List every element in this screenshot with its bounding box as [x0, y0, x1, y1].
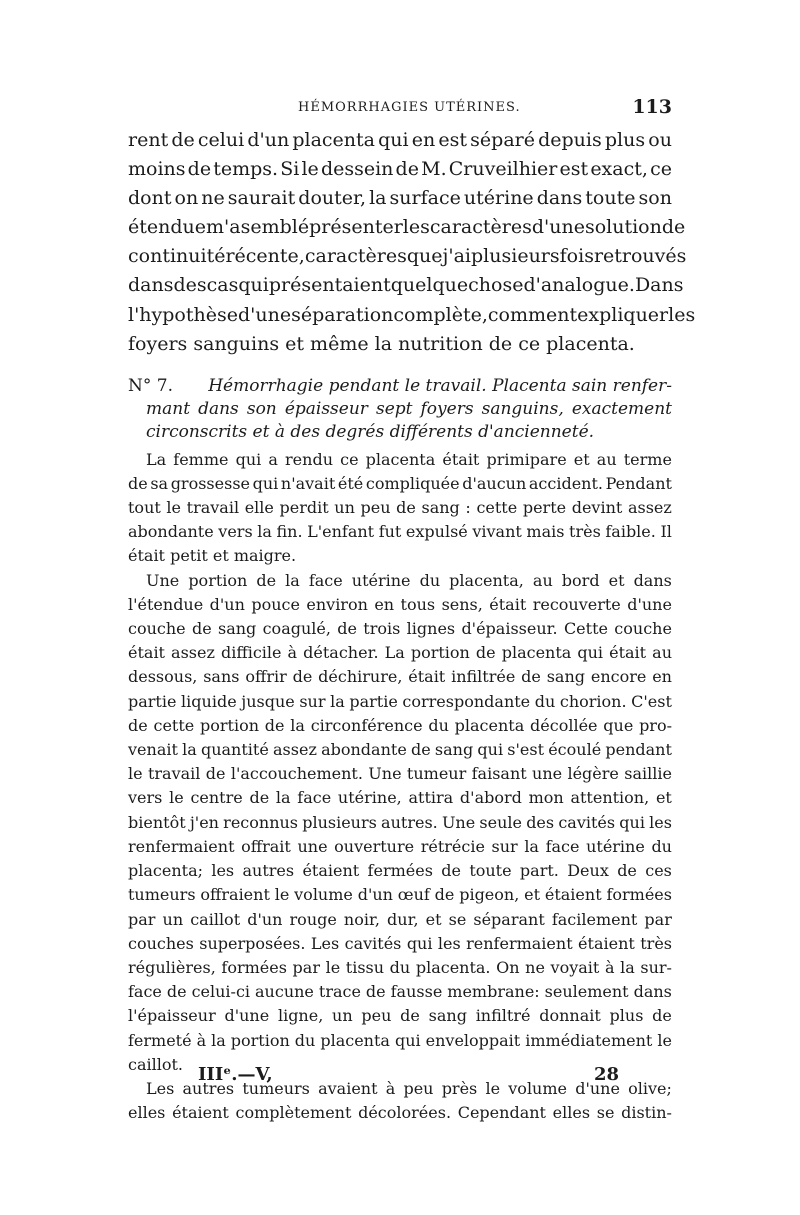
text-line: le travail de l'accouchement. Une tumeur faisant une légère saillie: [128, 764, 672, 784]
book-page: [128, 96, 696, 1123]
text-line: Une portion de la face utérine du placenta, au bord et dans: [146, 570, 672, 590]
case-body: [128, 448, 672, 1126]
text-line: bientôt j'en reconnus plusieurs autres. Une seule des cavités qui les: [128, 812, 672, 832]
text-line: venait la quantité assez abondante de sang qui s'est écoulé pendant: [128, 740, 672, 760]
text-block: [128, 126, 696, 1125]
text-line: l'épaisseur d'une ligne, un peu de sang infiltré donnait plus de: [128, 1006, 672, 1026]
text-line: fermeté à la portion du placenta qui enveloppait immédiatement le: [128, 1030, 672, 1050]
text-line: face de celui-ci aucune trace de fausse membrane: seulement dans: [128, 982, 672, 1002]
text-line: étendue m'a semblé présenter les caractères d'une solution de: [128, 216, 686, 239]
running-title: HÉMORRHAGIES UTÉRINES.: [298, 100, 521, 115]
text-line: de sa grossesse qui n'avait été compliquée d'aucun accident. Pendant: [128, 473, 672, 493]
text-line: était petit et maigre.: [128, 546, 297, 566]
text-line: couches superposées. Les cavités qui les renfermaient étaient très: [128, 933, 672, 953]
text-line: abondante vers la fin. L'enfant fut expulsé vivant mais très faible. Il: [128, 522, 672, 542]
text-line: régulières, formées par le tissu du placenta. On ne voyait à la sur-: [128, 957, 672, 977]
text-line: La femme qui a rendu ce placenta était primipare et au terme: [146, 449, 672, 469]
text-line: placenta; les autres étaient fermées de toute part. Deux de ces: [128, 861, 672, 881]
text-line: elles étaient complètement décolorées. Cependant elles se distin-: [128, 1103, 672, 1123]
text-line: tout le travail elle perdit un peu de sang : cette perte devint assez: [128, 498, 672, 518]
case-title-line: circonscrits et à des degrés différents d'ancienneté.: [146, 422, 595, 443]
text-line: foyers sanguins et même la nutrition de ce placenta.: [128, 332, 635, 355]
case-title-text: Hémorrhagie pendant le travail. Placenta sain renfer-: [208, 375, 672, 396]
text-line: par un caillot d'un rouge noir, dur, et se séparant facilement par: [128, 909, 672, 929]
text-line: partie liquide jusque sur la partie correspondante du chorion. C'est: [128, 691, 672, 711]
paragraph: [128, 448, 672, 569]
text-line: dont on ne saurait douter, la surface utérine dans toute son: [128, 187, 672, 210]
text-line: caillot.: [128, 1054, 183, 1074]
text-line: de cette portion de la circonférence du placenta décollée que pro-: [128, 715, 672, 735]
text-line: renfermaient offrait une ouverture rétrécie sur la face utérine du: [128, 836, 672, 856]
signature-mark: IIIᵉ.—V,: [198, 1064, 273, 1085]
text-line: l'étendue d'un pouce environ en tous sens, était recouverte d'une: [128, 594, 672, 614]
page-footer: [128, 1064, 672, 1090]
case-title: [128, 375, 672, 445]
text-line: Les autres tumeurs avaient à peu près le volume d'une olive;: [146, 1078, 672, 1098]
sheet-number: 28: [594, 1064, 620, 1085]
text-line: l'hypothèse d'une séparation complète, comment expliquer les: [128, 303, 696, 326]
text-line: couche de sang coagulé, de trois lignes d'épaisseur. Cette couche: [128, 619, 672, 639]
text-line: tumeurs offraient le volume d'un œuf de pigeon, et étaient formées: [128, 885, 672, 905]
text-line: moins de temps. Si le dessein de M. Cruveilhier est exact, ce: [128, 158, 672, 181]
paragraph: [128, 569, 672, 1077]
text-line: vers le centre de la face utérine, attira d'abord mon attention, et: [128, 788, 672, 808]
text-line: rent de celui d'un placenta qui en est séparé depuis plus ou: [128, 129, 672, 151]
text-line: dessous, sans offrir de déchirure, était infiltrée de sang encore en: [128, 667, 672, 687]
page-number: 113: [632, 96, 672, 118]
paragraph-continuation: [128, 126, 696, 359]
text-line: était assez difficile à détacher. La portion de placenta qui était au: [128, 643, 672, 663]
text-line: dans des cas qui présentaient quelque chose d'analogue. Dans: [128, 274, 684, 297]
case-title-line-1: [128, 375, 672, 398]
page-header: [128, 96, 672, 120]
case-title-line: mant dans son épaisseur sept foyers sanguins, exactement: [146, 399, 672, 420]
text-line: continuité récente, caractères que j'ai plusieurs fois retrouvés: [128, 245, 687, 268]
case-number: N° 7.: [128, 375, 173, 396]
